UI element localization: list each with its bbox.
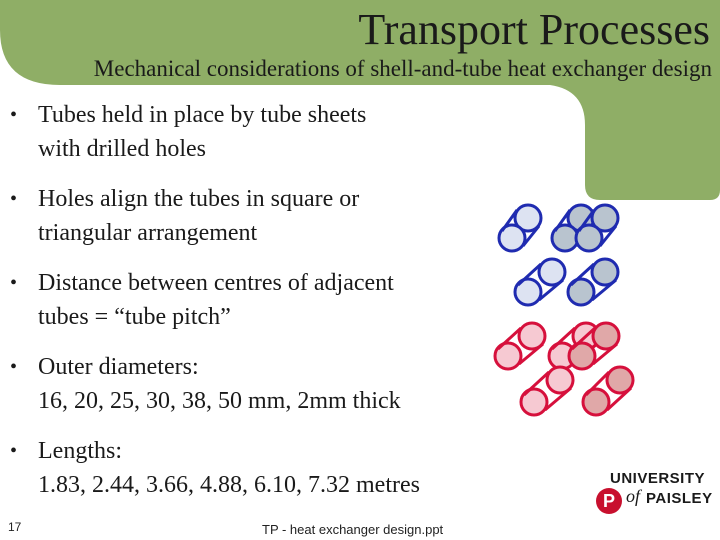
footer-filename: TP - heat exchanger design.ppt <box>262 522 444 537</box>
bullet-text: Holes align the tubes in square or triangular arrangement <box>38 186 360 246</box>
paisley-p-logo-icon: P <box>596 488 622 514</box>
bullet-dot: • <box>10 188 18 210</box>
page-number: 17 <box>8 520 22 534</box>
university-logo <box>596 468 713 524</box>
triangular-pitch-tube-array <box>495 323 633 415</box>
bullet-text: Outer diameters: 16, 20, 25, 30, 38, 50 mm, 2mm thick <box>38 354 401 414</box>
tube <box>568 259 618 305</box>
tube <box>521 367 573 415</box>
bullet-text: Tubes held in place by tube sheets with drilled holes <box>38 102 367 162</box>
slide-subtitle: Mechanical considerations of shell-and-tube heat exchanger design <box>93 56 712 81</box>
bullet-list <box>6 98 496 518</box>
square-pitch-tube-array <box>499 205 618 305</box>
bullet-item <box>6 266 496 334</box>
logo-text-of: of <box>626 486 641 506</box>
tube <box>515 259 565 305</box>
bullet-dot: • <box>10 356 18 378</box>
bullet-item <box>6 98 496 166</box>
logo-text-university: UNIVERSITY <box>610 470 706 487</box>
bullet-item <box>6 182 496 250</box>
tube <box>495 323 545 369</box>
bullet-text: Distance between centres of adjacent tubes = “tube pitch” <box>38 270 394 330</box>
tube-bundle-illustration <box>488 196 648 428</box>
bullet-item <box>6 434 496 502</box>
bullet-dot: • <box>10 440 18 462</box>
bullet-text: Lengths: 1.83, 2.44, 3.66, 4.88, 6.10, 7.32 metres <box>38 438 420 498</box>
tube <box>499 205 541 251</box>
tube <box>583 367 633 415</box>
bullet-item <box>6 350 496 418</box>
logo-text-paisley: PAISLEY <box>646 490 713 507</box>
bullet-dot: • <box>10 272 18 294</box>
slide-title: Transport Processes <box>358 5 710 54</box>
bullet-dot: • <box>10 104 18 126</box>
